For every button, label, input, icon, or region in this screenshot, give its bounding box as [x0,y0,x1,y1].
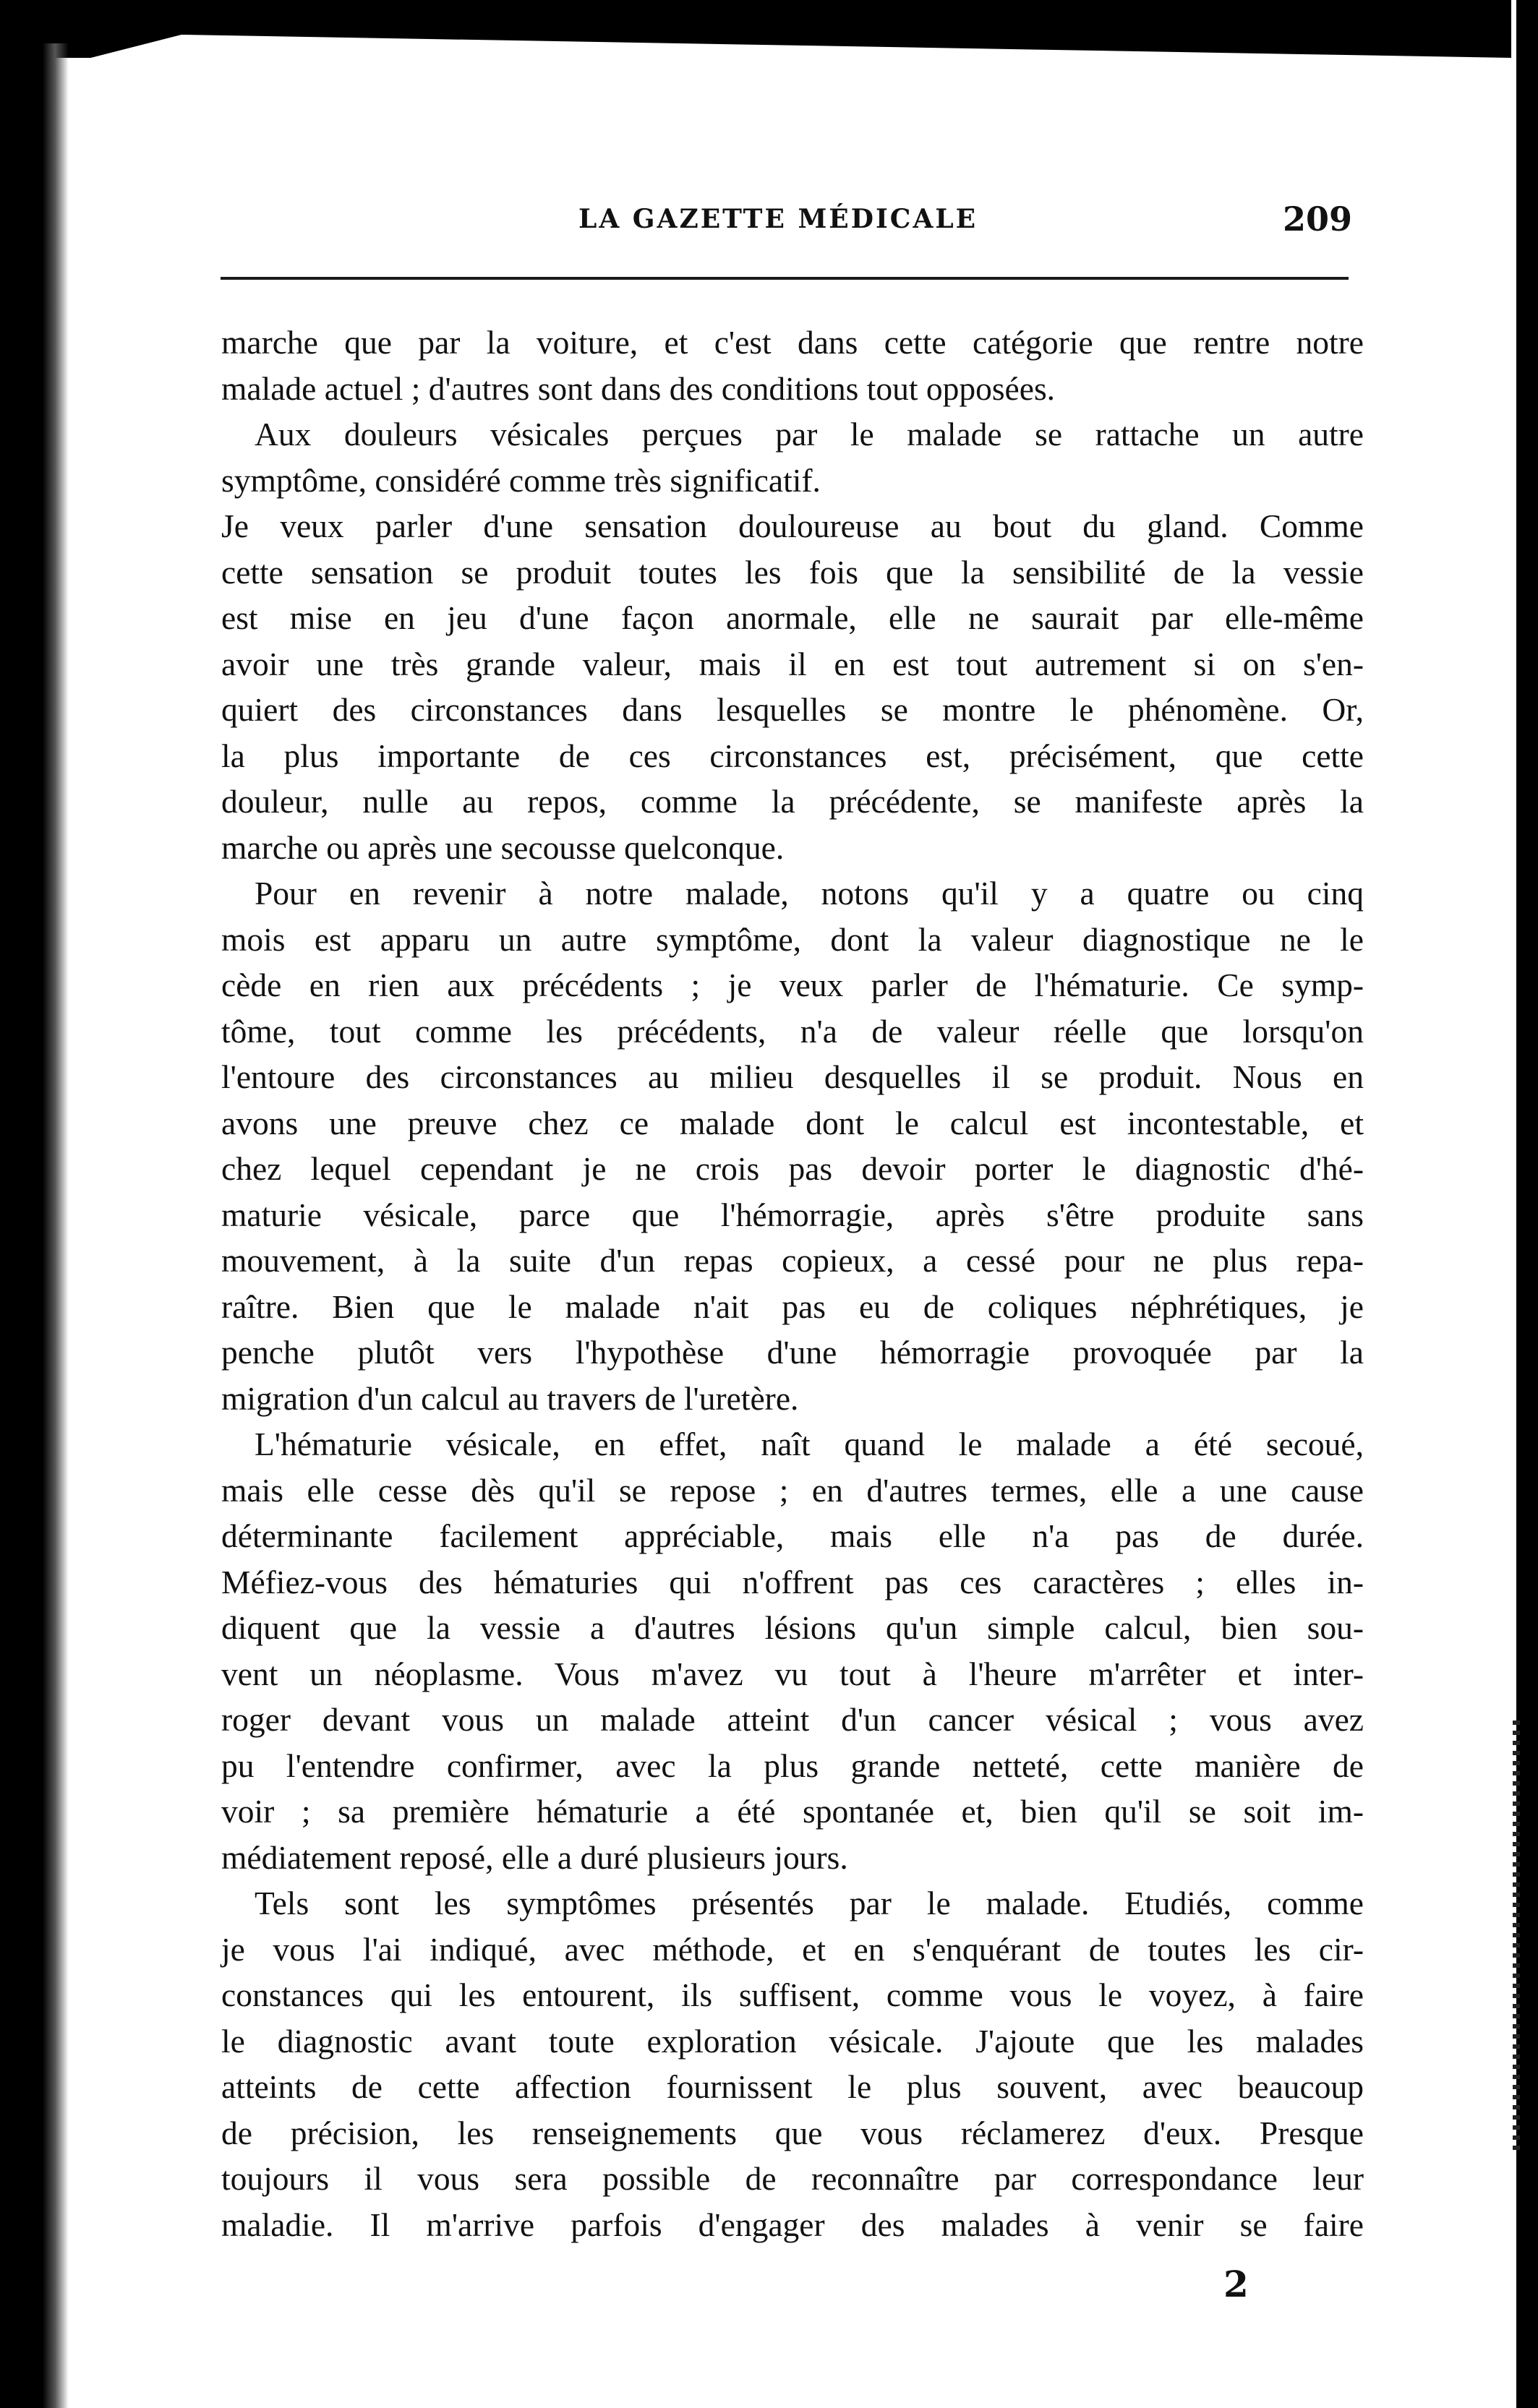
text-line: Tels sont les symptômes présentés par le malade. Etudiés, comme [255,1885,1364,1921]
text-line: de précision, les renseignements que vous réclamerez d'eux. Presque [221,2114,1364,2151]
text-line: vent un néoplasme. Vous m'avez vu tout à l'heure m'arrêter et inter- [221,1655,1364,1692]
body-text [221,320,1364,2248]
text-line: avons une preuve chez ce malade dont le calcul est incontestable, et [221,1104,1364,1141]
scan-border-left [0,43,69,2408]
text-line: est mise en jeu d'une façon anormale, elle ne saurait par elle-même [221,599,1364,636]
text-line: je vous l'ai indiqué, avec méthode, et en s'enquérant de toutes les cir- [221,1930,1364,1968]
text-line: toujours il vous sera possible de reconnaître par correspondance leur [221,2160,1364,2197]
text-line: migration d'un calcul au travers de l'uretère. [221,1379,799,1417]
text-line: la plus importante de ces circonstances est, précisément, que cette [221,737,1364,774]
text-line: symptôme, considéré comme très significatif. [221,461,821,499]
text-line: penche plutôt vers l'hypothèse d'une hémorragie provoquée par la [221,1334,1364,1371]
text-line: l'entoure des circonstances au milieu desquelles il se produit. Nous en [221,1058,1364,1095]
text-line: raître. Bien que le malade n'ait pas eu de coliques néphrétiques, je [221,1287,1364,1325]
text-line: cette sensation se produit toutes les fois que la sensibilité de la vessie [221,553,1364,591]
text-line: marche que par la voiture, et c'est dans cette catégorie que rentre notre [221,324,1364,361]
text-line: médiatement reposé, elle a duré plusieurs jours. [221,1838,848,1876]
text-line: chez lequel cependant je ne crois pas devoir porter le diagnostic d'hé- [221,1150,1364,1187]
running-head [217,200,1352,247]
text-line: mouvement, à la suite d'un repas copieux, a cessé pour ne plus repa- [221,1242,1364,1279]
text-line: Méfiez-vous des hématuries qui n'offrent pas ces caractères ; elles in- [221,1563,1364,1601]
header-rule [221,277,1349,280]
text-line: déterminante facilement appréciable, mais elle n'a pas de durée. [221,1517,1364,1554]
text-line: L'hématurie vésicale, en effet, naît quand le malade a été secoué, [255,1426,1364,1462]
text-line: constances qui les entourent, ils suffisent, comme vous le voyez, à faire [221,1976,1364,2013]
text-line: mois est apparu un autre symptôme, dont la valeur diagnostique ne le [221,920,1364,958]
text-line: marche ou après une secousse quelconque. [221,828,785,866]
text-line: douleur, nulle au repos, comme la précédente, se manifeste après la [221,783,1364,820]
scan-border-top [0,0,1511,58]
text-line: avoir une très grande valeur, mais il en est tout autrement si on s'en- [221,645,1364,682]
text-line: le diagnostic avant toute exploration vésicale. J'ajoute que les malades [221,2022,1364,2060]
text-line: cède en rien aux précédents ; je veux parler de l'hématurie. Ce symp- [221,967,1364,1003]
running-title: LA GAZETTE MÉDICALE [578,204,978,234]
text-line: roger devant vous un malade atteint d'un cancer vésical ; vous avez [221,1701,1364,1738]
text-line: atteints de cette affection fournissent le plus souvent, avec beaucoup [221,2068,1364,2105]
text-line: quiert des circonstances dans lesquelles se montre le phénomène. Or, [221,691,1364,728]
text-line: voir ; sa première hématurie a été spontanée et, bien qu'il se soit im- [221,1793,1364,1830]
text-line: maladie. Il m'arrive parfois d'engager des malades à venir se faire [221,2206,1364,2243]
text-line: Pour en revenir à notre malade, notons qu'il y a quatre ou cinq [255,875,1364,912]
signature-mark: 2 [1223,2263,1249,2305]
scan-margin-specks [1513,1721,1520,2154]
text-line: tôme, tout comme les précédents, n'a de valeur réelle que lorsqu'on [221,1012,1364,1050]
page-number: 209 [1282,200,1352,239]
text-line: mais elle cesse dès qu'il se repose ; en d'autres termes, elle a une cause [221,1471,1364,1509]
text-line: maturie vésicale, parce que l'hémorragie, après s'être produite sans [221,1196,1364,1233]
text-line: malade actuel ; d'autres sont dans des conditions tout opposées. [221,369,1056,407]
text-line: Aux douleurs vésicales perçues par le malade se rattache un autre [255,416,1364,453]
text-line: diquent que la vessie a d'autres lésions qu'un simple calcul, bien sou- [221,1609,1364,1646]
text-line: Je veux parler d'une sensation douloureuse au bout du gland. Comme [221,507,1364,544]
text-line: pu l'entendre confirmer, avec la plus grande netteté, cette manière de [221,1747,1364,1784]
